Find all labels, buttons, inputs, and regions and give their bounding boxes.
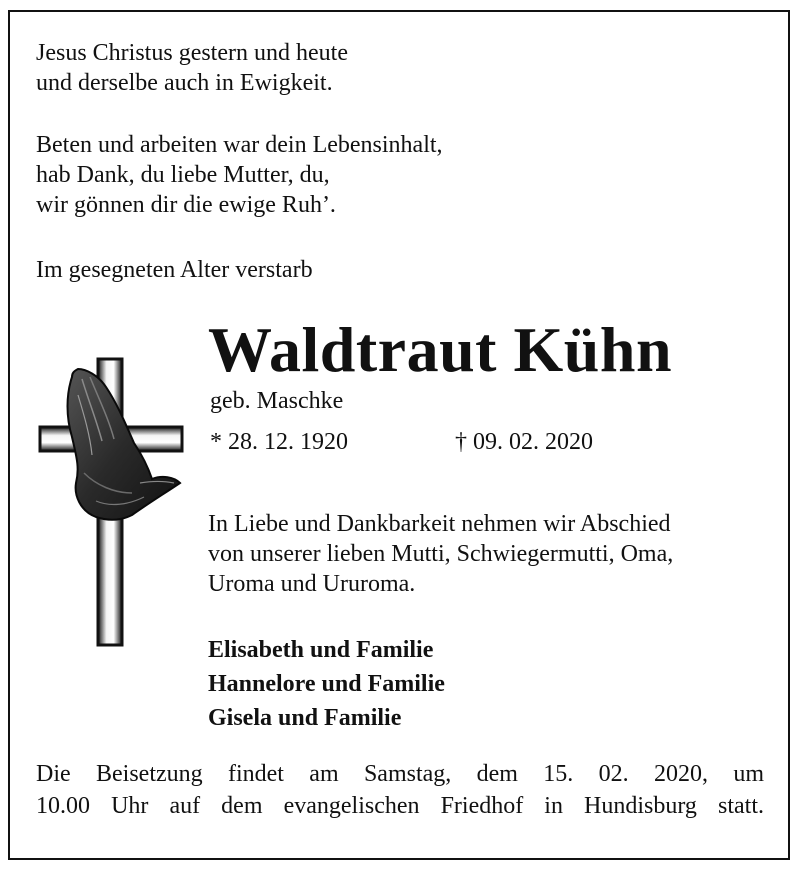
poem-line: Jesus Christus gestern und heute [36, 40, 348, 66]
maiden-name: geb. Maschke [210, 388, 344, 414]
farewell-line: von unserer lieben Mutti, Schwiegermutti, Oma, [208, 541, 674, 567]
poem-stanza-2 [36, 130, 443, 220]
birth-date: * 28. 12. 1920 [210, 429, 348, 455]
poem-stanza-1 [36, 38, 348, 98]
farewell-text [208, 509, 673, 599]
farewell-line: Uroma und Ururoma. [208, 571, 416, 597]
mourner: Elisabeth und Familie [208, 637, 434, 663]
mourners-list [208, 633, 445, 735]
death-date: † 09. 02. 2020 [455, 429, 593, 455]
poem-line: Beten und arbeiten war dein Lebensinhalt, [36, 132, 443, 158]
poem-line: wir gönnen dir die ewige Ruh’. [36, 192, 336, 218]
poem-line: hab Dank, du liebe Mutter, du, [36, 162, 330, 188]
cross-with-praying-hands-icon [36, 355, 186, 650]
farewell-line: In Liebe und Dankbarkeit nehmen wir Abschied [208, 511, 671, 537]
mourner: Gisela und Familie [208, 705, 402, 731]
burial-line: Die Beisetzung findet am Samstag, dem 15. 02. 2020, um [36, 761, 764, 787]
announcement: Im gesegneten Alter verstarb [36, 257, 313, 283]
burial-line: 10.00 Uhr auf dem evangelischen Friedhof in Hundisburg statt. [36, 793, 764, 819]
mourner: Hannelore und Familie [208, 671, 445, 697]
deceased-name: Waldtraut Kühn [208, 314, 673, 385]
burial-notice [36, 758, 764, 822]
poem-line: und derselbe auch in Ewigkeit. [36, 70, 333, 96]
